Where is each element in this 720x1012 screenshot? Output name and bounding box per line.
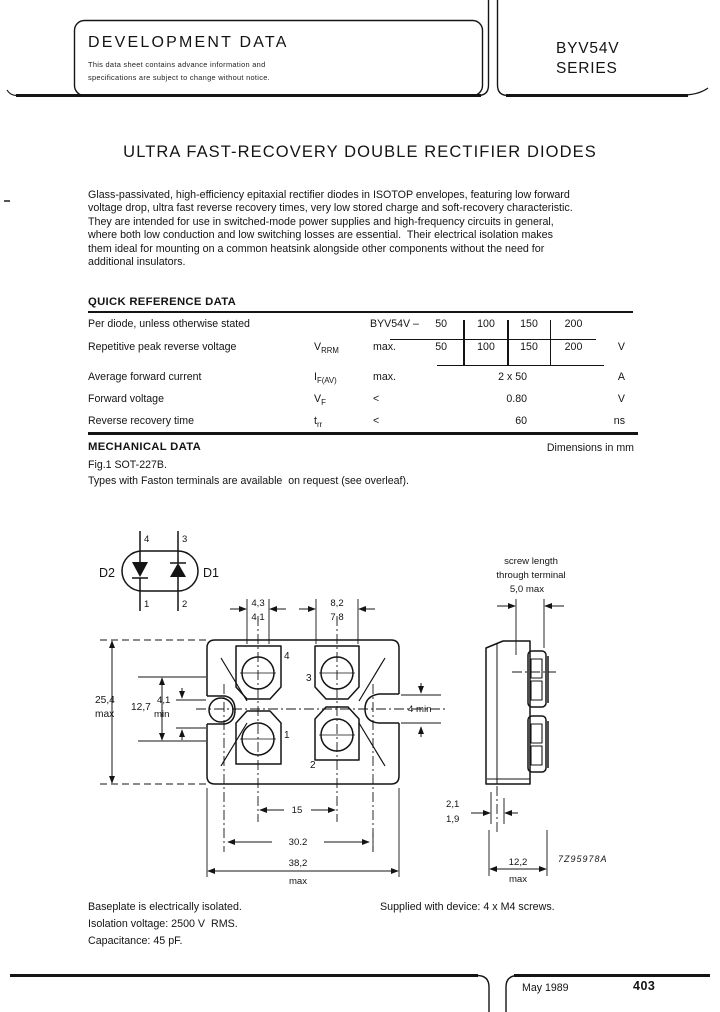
qrd-cell: 150 (520, 341, 538, 353)
dim-25-4-max: max (95, 709, 115, 720)
pin-label: 2 (310, 760, 316, 771)
qrd-heading: QUICK REFERENCE DATA (88, 296, 237, 308)
pin-label: 3 (182, 534, 188, 545)
dim-4-1-left: 4,1 (157, 695, 171, 706)
dim-8-2: 8,2 (330, 598, 344, 609)
dim-12-7: 12,7 (131, 702, 151, 713)
dim-12-2-max: max (508, 874, 528, 885)
footer-rules (0, 965, 720, 1012)
footer-page-number: 403 (633, 979, 656, 993)
diode-label-d1: D1 (203, 566, 219, 580)
dim-4-min: 4 min (408, 704, 432, 715)
development-data-note-line1: This data sheet contains advance information and (88, 60, 266, 69)
series-name-line2: SERIES (556, 60, 618, 77)
qrd-cell: 100 (477, 341, 495, 353)
dim-15: 15 (291, 805, 303, 816)
pin-label: 4 (144, 534, 150, 545)
faston-note: Types with Faston terminals are available on request (see overleaf). (88, 475, 409, 487)
intro-line: additional insulators. (88, 256, 186, 269)
qrd-mid-rule (437, 365, 604, 366)
qrd-cell: 50 (435, 341, 447, 353)
symbol-vrrm: $V_{RRM}$ (314, 341, 339, 356)
screw-note-line2: through terminal (496, 570, 566, 581)
intro-line: They are intended for use in switched-mode power supplies and high-frequency circuits in general, (88, 215, 554, 228)
pin-label: 1 (144, 599, 150, 610)
dim-30-2: 30.2 (288, 837, 308, 848)
development-data-note-line2: specifications are subject to change without notice. (88, 73, 270, 82)
drawing-code: 7Z95978A (558, 854, 608, 864)
qrd-value: 2 x 50 (498, 371, 527, 383)
front-view (207, 640, 399, 784)
mechanical-drawing (0, 500, 720, 900)
circuit-labels (99, 534, 219, 610)
mounting-hole-left (209, 698, 233, 722)
footer-date: May 1989 (522, 982, 569, 994)
qrd-row-label: Repetitive peak reverse voltage (88, 341, 237, 353)
dim-4-3: 4,3 (251, 598, 265, 609)
qrd-type-prefix: BYV54V – (370, 318, 419, 330)
development-data-box (75, 21, 483, 96)
mechanical-data-heading: MECHANICAL DATA (88, 441, 202, 453)
symbol-trr: $t_{rr}$ (314, 415, 323, 430)
qrd-unit: A (617, 371, 625, 383)
dim-4-1-min: min (154, 709, 170, 720)
pin-label: 3 (306, 673, 312, 684)
dim-12-2: 12,2 (508, 857, 528, 868)
page-title: ULTRA FAST-RECOVERY DOUBLE RECTIFIER DIODES (123, 143, 597, 161)
note-isolation: Isolation voltage: 2500 V RMS. (88, 918, 238, 930)
qrd-scope: Per diode, unless otherwise stated (88, 318, 250, 330)
qrd-value: 60 (515, 415, 527, 427)
pin-label: 1 (284, 730, 290, 741)
qrd-unit: V (617, 393, 625, 405)
qrd-unit: ns (613, 415, 625, 427)
qrd-bottom-rule (88, 432, 638, 435)
intro-line: Glass-passivated, high-efficiency epitaxial rectifier diodes in ISOTOP envelopes, featuring low forward (88, 189, 570, 201)
front-view-pin-numbers (284, 651, 316, 771)
diode-label-d2: D2 (99, 566, 115, 580)
diode-d1-symbol (170, 563, 186, 577)
intro-line: where both low conduction and low switching losses are essential. Their electrical isolation makes (88, 229, 553, 242)
development-data-title: DEVELOPMENT DATA (88, 34, 289, 51)
pin-label: 2 (182, 599, 188, 610)
pin-label: 4 (284, 651, 290, 662)
qrd-value: 0.80 (506, 393, 527, 405)
intro-paragraph (88, 189, 573, 270)
scan-dash (4, 200, 10, 202)
dim-2-1: 2,1 (446, 799, 460, 810)
series-name-line1: BYV54V (556, 40, 620, 57)
note-capacitance: Capacitance: 45 pF. (88, 935, 183, 947)
dim-38-2-max: max (288, 876, 308, 887)
qrd-row-cond: max. (373, 371, 396, 383)
dim-5-0-max: 5,0 max (509, 584, 545, 595)
qrd-cell: 200 (564, 341, 583, 353)
note-baseplate: Baseplate is electrically isolated. (88, 901, 242, 913)
dimensions-note: Dimensions in mm (546, 442, 634, 454)
qrd-row-cond: max. (373, 341, 396, 353)
qrd-type-200: 200 (564, 318, 583, 330)
intro-line: voltage drop, ultra fast reverse recovery times, very low stored charge and soft-recovery characteristic. (88, 202, 573, 215)
qrd-row-label: Forward voltage (88, 393, 164, 405)
dim-25-4: 25,4 (95, 695, 115, 706)
qrd-top-rule (88, 311, 633, 313)
qrd-unit: V (617, 341, 625, 353)
page-fold-line-right (498, 0, 509, 96)
symbol-ifav: $I_{F(AV)}$ (314, 371, 337, 386)
figure-caption: Fig.1 SOT-227B. (88, 459, 167, 471)
qrd-row-label: Average forward current (88, 371, 202, 383)
qrd-type-150: 150 (520, 318, 538, 330)
qrd-row-cond: < (373, 393, 380, 405)
dim-1-9: 1,9 (446, 814, 460, 825)
qrd-row-label: Reverse recovery time (88, 415, 194, 427)
center-lines (196, 616, 556, 852)
page-fold-line-left (478, 0, 489, 96)
qrd-type-100: 100 (477, 318, 495, 330)
dim-7-8: 7,8 (330, 612, 344, 623)
note-screws: Supplied with device: 4 x M4 screws. (380, 901, 555, 913)
screw-note-line1: screw length (504, 556, 558, 567)
qrd-type-50: 50 (435, 318, 447, 330)
symbol-vf: $V_F$ (314, 393, 326, 408)
dim-38-2: 38,2 (288, 858, 308, 869)
qrd-row-cond: < (373, 415, 380, 427)
dim-4-1: 4,1 (251, 612, 265, 623)
side-view (486, 641, 548, 784)
intro-line: them ideal for mounting on a common heatsink alongside other components without the need for (88, 242, 545, 255)
diode-d2-symbol (132, 562, 148, 577)
